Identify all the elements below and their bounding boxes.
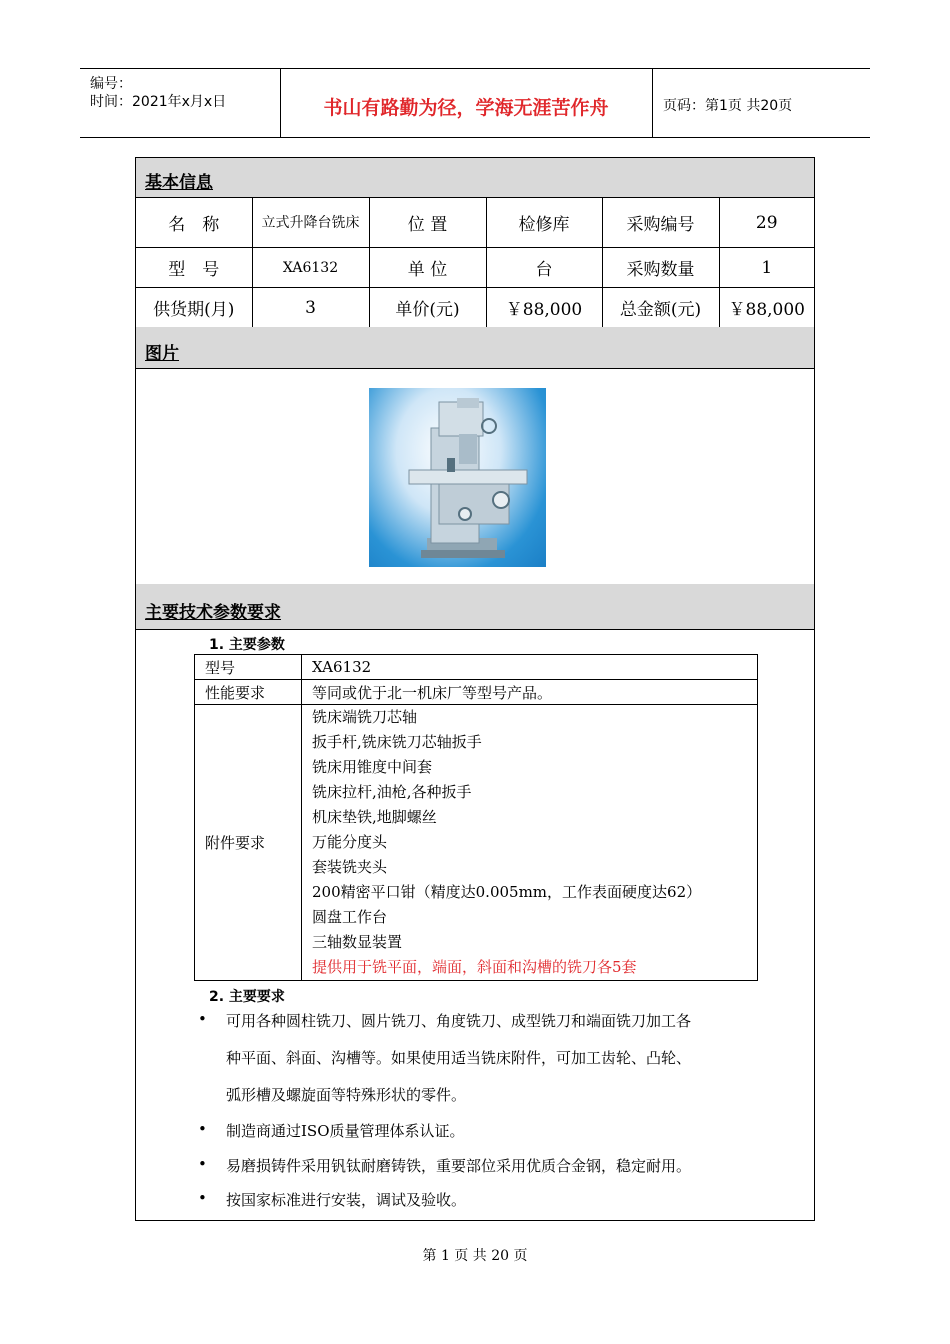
header-motto-cell — [280, 69, 653, 137]
table-row — [195, 680, 758, 705]
table-cell: 名 称 — [136, 198, 252, 248]
table-cell: 立式升降台铣床 — [252, 198, 369, 248]
header-page-cell — [653, 69, 870, 137]
section-picture — [136, 327, 814, 369]
param-label: 性能要求 — [195, 680, 302, 705]
table-cell: 29 — [719, 198, 814, 248]
table-cell: 3 — [252, 288, 369, 328]
list-item: 机床垫铁,地脚螺丝 — [312, 808, 437, 826]
section-basic-info — [136, 158, 814, 198]
table-row — [136, 288, 814, 328]
bullet-icon: • — [198, 1010, 207, 1028]
page-footer: 第 1 页 共 20 页 — [422, 1248, 528, 1264]
table-row — [136, 248, 814, 288]
table-row — [136, 198, 814, 248]
section-title: 图片 — [145, 344, 179, 364]
section-title: 基本信息 — [145, 173, 213, 193]
list-item: 铣床拉杆,油枪,各种扳手 — [312, 783, 472, 801]
section-title: 主要技术参数要求 — [145, 603, 281, 623]
table-cell: 供货期(月) — [136, 288, 252, 328]
bullet-icon: • — [198, 1120, 207, 1138]
requirement-line: 制造商通过ISO质量管理体系认证。 — [226, 1122, 465, 1140]
table-cell: 采购编号 — [602, 198, 719, 248]
list-item: 圆盘工作台 — [312, 908, 388, 926]
milling-machine-image — [369, 388, 546, 567]
section-tech-params — [136, 584, 814, 630]
requirement-line: 弧形槽及螺旋面等特殊形状的零件。 — [226, 1086, 467, 1104]
bullet-icon: • — [198, 1189, 207, 1207]
params-table — [194, 654, 758, 981]
page-header — [80, 68, 870, 138]
table-cell: 总金额(元) — [602, 288, 719, 328]
table-cell: 采购数量 — [602, 248, 719, 288]
list-item: 铣床用锥度中间套 — [312, 758, 433, 776]
list-item: 200精密平口钳（精度达0.005mm，工作表面硬度达62） — [312, 883, 702, 901]
basic-info-table — [136, 197, 814, 328]
accessory-list — [302, 705, 758, 981]
table-cell: 台 — [486, 248, 602, 288]
table-cell: 检修库 — [486, 198, 602, 248]
table-row — [195, 655, 758, 680]
requirement-line: 易磨损铸件采用钒钛耐磨铸铁，重要部位采用优质合金钢，稳定耐用。 — [226, 1157, 692, 1175]
subheading-main-params: 1. 主要参数 — [209, 637, 285, 653]
page-info: 页码：第1页 共20页 — [663, 98, 793, 114]
param-value: 等同或优于北一机床厂等型号产品。 — [302, 680, 758, 705]
table-cell: 位 置 — [369, 198, 486, 248]
list-item: 铣床端铣刀芯轴 — [312, 708, 418, 726]
requirement-line: 种平面、斜面、沟槽等。如果使用适当铣床附件，可加工齿轮、凸轮、 — [226, 1049, 692, 1067]
milling-machine-photo — [369, 388, 546, 567]
param-value: XA6132 — [302, 655, 758, 680]
requirement-line: 按国家标准进行安装，调试及验收。 — [226, 1191, 467, 1209]
motto: 书山有路勤为径，学海无涯苦作舟 — [323, 97, 609, 119]
bullet-icon: • — [198, 1155, 207, 1173]
number-label: 编号： — [90, 76, 132, 92]
list-item: 套装铣夹头 — [312, 858, 388, 876]
time-label: 时间：2021年x月x日 — [90, 94, 227, 110]
list-item: 扳手杆,铣床铣刀芯轴扳手 — [312, 733, 482, 751]
table-row — [195, 705, 758, 981]
table-cell: 单价(元) — [369, 288, 486, 328]
table-cell: ￥88,000 — [486, 288, 602, 328]
header-meta-cell — [80, 69, 281, 137]
list-item-highlight: 提供用于铣平面，端面，斜面和沟槽的铣刀各5套 — [312, 958, 637, 976]
table-cell: 型 号 — [136, 248, 252, 288]
param-label: 型号 — [195, 655, 302, 680]
table-cell: 单 位 — [369, 248, 486, 288]
list-item: 三轴数显装置 — [312, 933, 403, 951]
table-cell: XA6132 — [252, 248, 369, 288]
spec-sheet — [135, 157, 815, 1221]
param-label: 附件要求 — [195, 705, 302, 981]
requirement-line: 可用各种圆柱铣刀、圆片铣刀、角度铣刀、成型铣刀和端面铣刀加工各 — [226, 1012, 692, 1030]
list-item: 万能分度头 — [312, 833, 388, 851]
subheading-main-requirements: 2. 主要要求 — [209, 989, 285, 1005]
table-cell: ￥88,000 — [719, 288, 814, 328]
table-cell: 1 — [719, 248, 814, 288]
